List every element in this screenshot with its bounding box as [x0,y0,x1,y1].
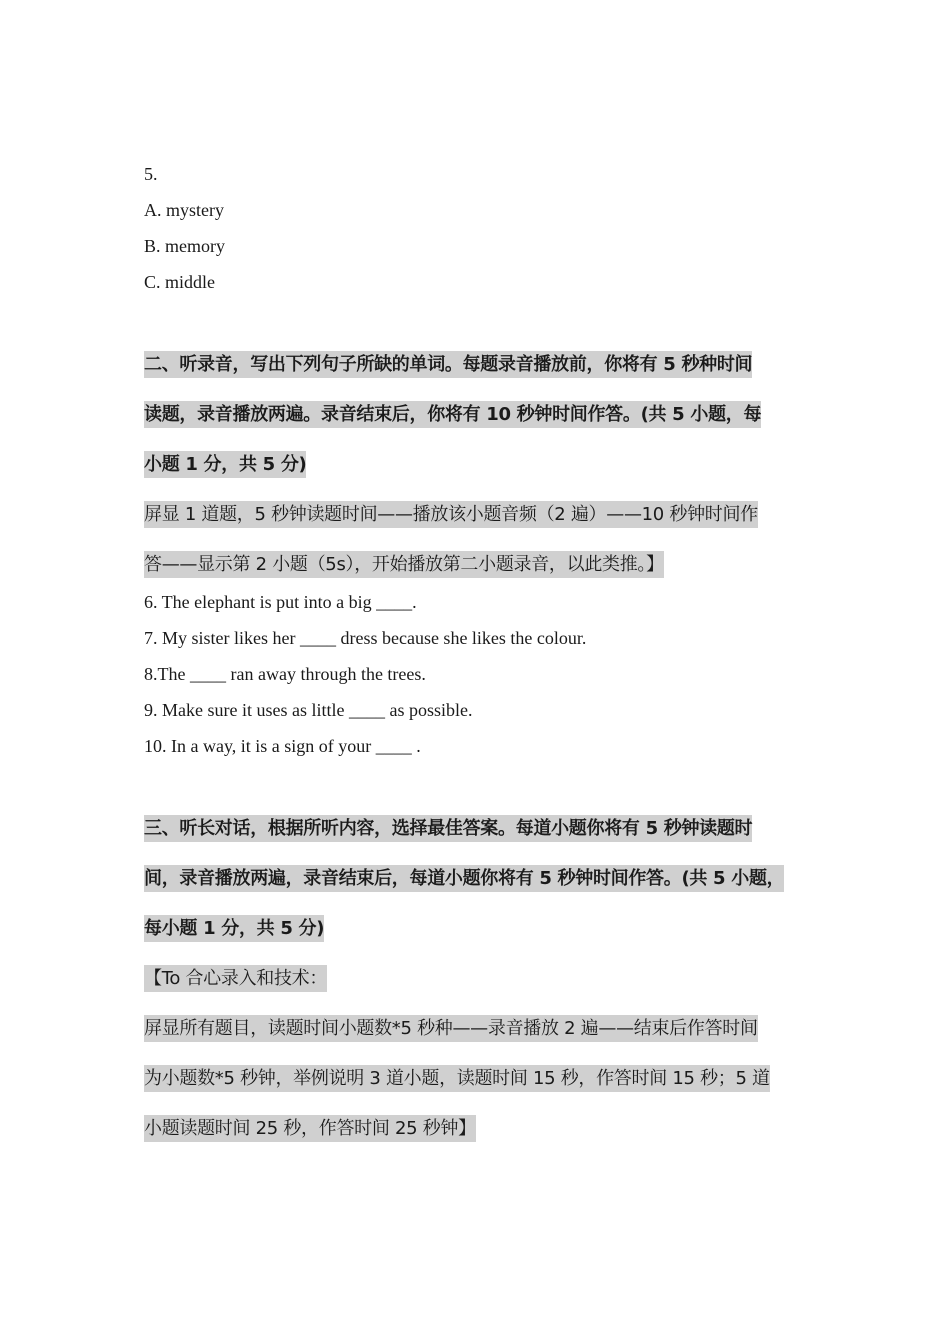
question-5-number: 5. [144,164,158,184]
section2-note-line-1: 屏显 1 道题，5 秒钟读题时间——播放该小题音频（2 遍）——10 秒钟时间作 [144,501,758,528]
section3-heading-line-2: 间，录音播放两遍，录音结束后，每道小题你将有 5 秒钟时间作答。(共 5 小题， [144,865,784,892]
section3-note-line-1: 【To 合心录入和技术： [144,965,327,992]
question-10: 10. In a way, it is a sign of your ____ . [144,736,421,756]
section3-heading-line-1: 三、听长对话，根据所听内容，选择最佳答案。每道小题你将有 5 秒钟读题时 [144,815,752,842]
question-8: 8.The ____ ran away through the trees. [144,664,426,684]
section3-note-line-3: 为小题数*5 秒钟，举例说明 3 道小题，读题时间 15 秒，作答时间 15 秒；5 道 [144,1065,770,1092]
question-5-option-a: A. mystery [144,200,224,220]
question-5-option-c: C. middle [144,272,215,292]
question-7: 7. My sister likes her ____ dress because she likes the colour. [144,628,587,648]
section3-note-line-2: 屏显所有题目，读题时间小题数*5 秒种——录音播放 2 遍——结束后作答时间 [144,1015,758,1042]
section2-heading-line-3: 小题 1 分，共 5 分) [144,451,306,478]
section3-heading-line-3: 每小题 1 分，共 5 分) [144,915,324,942]
section2-note-line-2: 答——显示第 2 小题（5s），开始播放第二小题录音，以此类推。】 [144,551,664,578]
question-6: 6. The elephant is put into a big ____. [144,592,417,612]
section2-heading-line-2: 读题，录音播放两遍。录音结束后，你将有 10 秒钟时间作答。(共 5 小题，每 [144,401,761,428]
section3-note-line-4: 小题读题时间 25 秒，作答时间 25 秒钟】 [144,1115,476,1142]
question-9: 9. Make sure it uses as little ____ as possible. [144,700,473,720]
question-5-option-b: B. memory [144,236,225,256]
section2-heading-line-1: 二、听录音，写出下列句子所缺的单词。每题录音播放前，你将有 5 秒种时间 [144,351,752,378]
